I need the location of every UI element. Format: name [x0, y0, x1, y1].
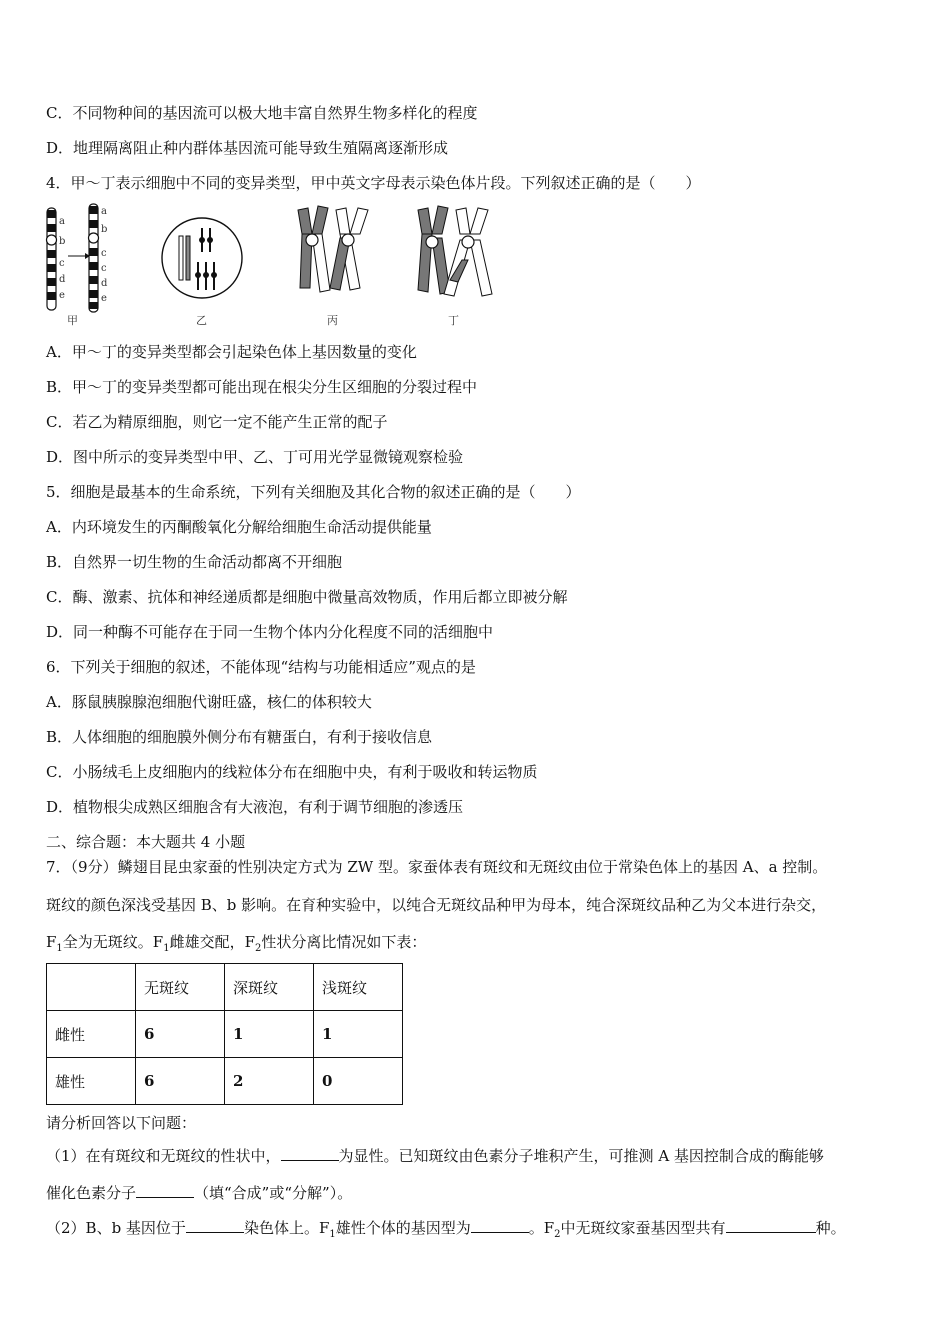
letter-b-left: b — [59, 236, 66, 247]
q7-line-3: $F_1$全为无斑纹。$F_1$雌雄交配，$F_2$性状分离比情况如下表： — [46, 933, 427, 954]
figure-bing — [298, 206, 368, 292]
figure-jia — [47, 204, 109, 312]
q4-option-d: D．图中所示的变异类型中甲、乙、丁可用光学显微镜观察检验 — [46, 448, 464, 466]
chromosome-variation-figure — [40, 200, 500, 330]
q5-option-d: D．同一种酶不可能存在于同一生物个体内分化程度不同的活细胞中 — [46, 623, 494, 641]
letter-a-left: a — [59, 216, 65, 227]
q4-option-b: B．甲～丁的变异类型都可能出现在根尖分生区细胞的分裂过程中 — [46, 378, 478, 396]
q7-part-1-line-1: （1）在有斑纹和无斑纹的性状中， 为显性。已知斑纹由色素分子堆积产生，可推测 A 基因控制合成的酶能够 — [46, 1147, 824, 1165]
figure-yi — [162, 218, 242, 298]
q5-stem: 5．细胞是最基本的生命系统，下列有关细胞及其化合物的叙述正确的是（ ） — [46, 483, 581, 501]
q4-option-c: C．若乙为精原细胞，则它一定不能产生正常的配子 — [46, 413, 388, 431]
q6-option-a: A．豚鼠胰腺腺泡细胞代谢旺盛，核仁的体积较大 — [46, 693, 372, 711]
table-cell: 雌性 — [47, 1011, 136, 1058]
q7-part-2: （2）B、b 基因位于 染色体上。$F_1$雄性个体的基因型为 。$F_2$中无斑纹家蚕基因型共有 种。 — [46, 1219, 846, 1240]
table-header-row — [47, 964, 403, 1011]
q7-line-2: 斑纹的颜色深浅受基因 B、b 影响。在育种实验中，以纯合无斑纹品种甲为母本，纯合深斑纹品种乙为父本进行杂交， — [46, 896, 827, 914]
q3-option-c: C．不同物种间的基因流可以极大地丰富自然界生物多样化的程度 — [46, 104, 478, 122]
figure-ding — [418, 206, 492, 296]
q4-option-a: A．甲～丁的变异类型都会引起染色体上基因数量的变化 — [46, 343, 417, 361]
q4-stem: 4．甲～丁表示细胞中不同的变异类型，甲中英文字母表示染色体片段。下列叙述正确的是（ ） — [46, 174, 701, 192]
letter-a-right: a — [101, 206, 107, 217]
answer-blank[interactable] — [281, 1146, 339, 1161]
phenotype-ratio-table — [46, 963, 403, 1105]
table-cell: 0 — [314, 1058, 403, 1105]
figure-label-yi: 乙 — [196, 314, 207, 327]
q7-part-1-line-2: 催化色素分子 （填“合成”或“分解”）。 — [46, 1184, 353, 1202]
q6-option-c: C．小肠绒毛上皮细胞内的线粒体分布在细胞中央，有利于吸收和转运物质 — [46, 763, 538, 781]
letter-d-right: d — [101, 278, 108, 289]
answer-blank[interactable] — [726, 1218, 816, 1233]
q4-figure — [40, 200, 500, 330]
q7-line-1: 7．（9分）鳞翅目昆虫家蚕的性别决定方式为 ZW 型。家蚕体表有斑纹和无斑纹由位于常染色体上的基因 A、a 控制。 — [46, 858, 828, 876]
table-cell: 雄性 — [47, 1058, 136, 1105]
answer-blank[interactable] — [136, 1183, 194, 1198]
table-cell: 2 — [225, 1058, 314, 1105]
q5-option-b: B．自然界一切生物的生命活动都离不开细胞 — [46, 553, 343, 571]
letter-c1-right: c — [101, 248, 107, 259]
table-header-cell: 深斑纹 — [225, 964, 314, 1011]
figure-label-bing: 丙 — [327, 314, 338, 327]
figure-label-jia: 甲 — [67, 314, 78, 327]
q6-option-b: B．人体细胞的细胞膜外侧分布有糖蛋白，有利于接收信息 — [46, 728, 433, 746]
letter-e-left: e — [59, 290, 65, 301]
q5-option-a: A．内环境发生的丙酮酸氧化分解给细胞生命活动提供能量 — [46, 518, 432, 536]
table-cell: 6 — [136, 1058, 225, 1105]
q5-option-c: C．酶、激素、抗体和神经递质都是细胞中微量高效物质，作用后都立即被分解 — [46, 588, 568, 606]
letter-c-left: c — [59, 258, 65, 269]
q6-stem: 6．下列关于细胞的叙述，不能体现“结构与功能相适应”观点的是 — [46, 658, 476, 676]
letter-c2-right: c — [101, 263, 107, 274]
table-header-cell: 无斑纹 — [136, 964, 225, 1011]
table-cell: 1 — [314, 1011, 403, 1058]
table-cell: 1 — [225, 1011, 314, 1058]
figure-label-ding: 丁 — [448, 314, 459, 327]
table-row — [47, 1011, 403, 1058]
table-header-cell — [47, 964, 136, 1011]
q6-option-d: D．植物根尖成熟区细胞含有大液泡，有利于调节细胞的渗透压 — [46, 798, 464, 816]
table-cell: 6 — [136, 1011, 225, 1058]
letter-d-left: d — [59, 274, 66, 285]
q3-option-d: D．地理隔离阻止种内群体基因流可能导致生殖隔离逐渐形成 — [46, 139, 449, 157]
letter-e-right: e — [101, 293, 107, 304]
letter-b-right: b — [101, 224, 108, 235]
table-row — [47, 1058, 403, 1105]
answer-blank[interactable] — [186, 1218, 244, 1233]
section-heading: 二、综合题：本大题共 4 小题 — [46, 833, 246, 851]
answer-blank[interactable] — [471, 1218, 529, 1233]
table-header-cell: 浅斑纹 — [314, 964, 403, 1011]
q7-prompt: 请分析回答以下问题： — [46, 1114, 197, 1132]
